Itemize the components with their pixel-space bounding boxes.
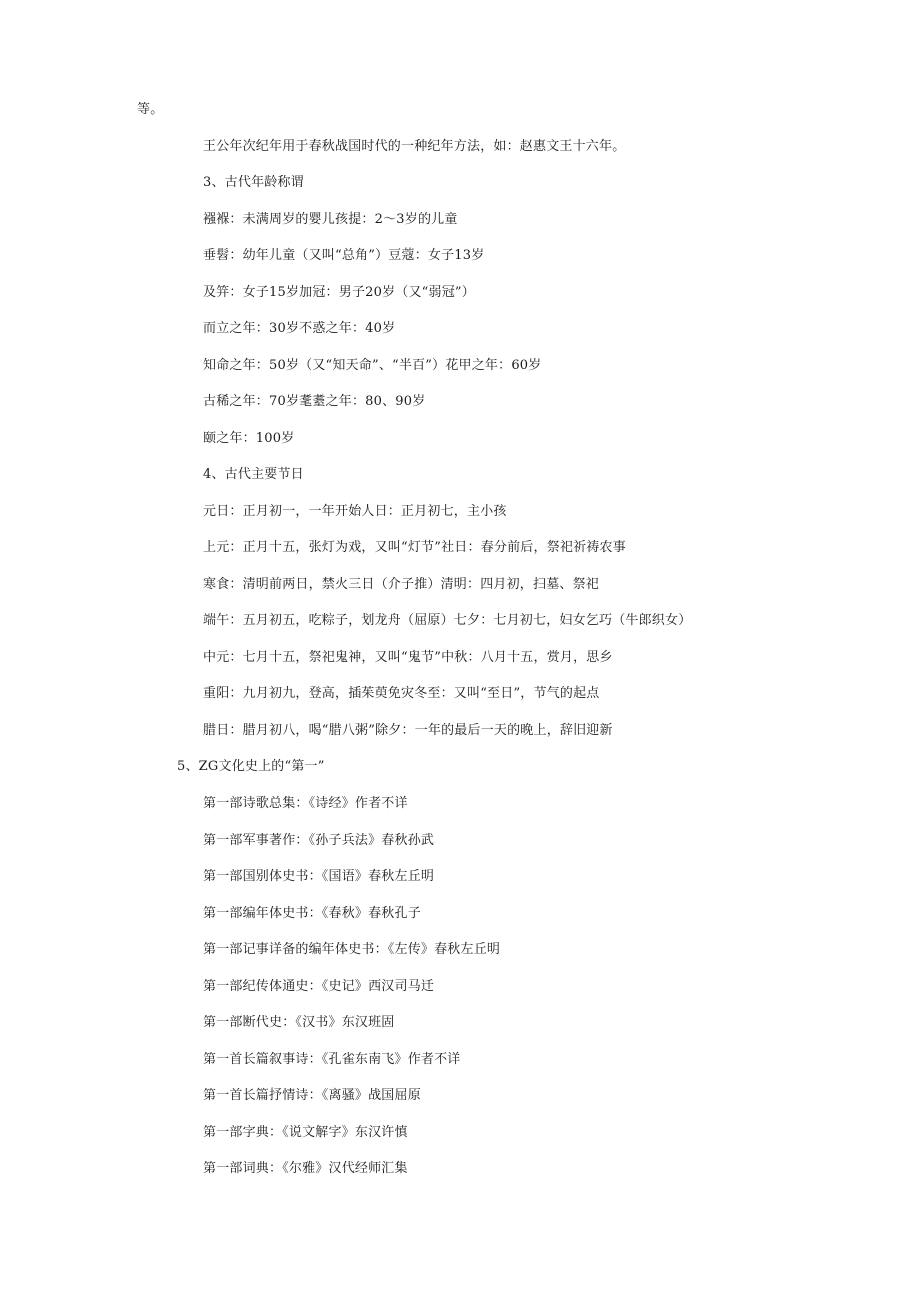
section-heading: 3、古代年龄称谓 bbox=[203, 175, 304, 190]
list-item: 颐之年：100岁 bbox=[203, 431, 295, 446]
list-item: 上元：正月十五，张灯为戏，又叫“灯节”社日：春分前后，祭祀祈祷农事 bbox=[203, 540, 626, 555]
list-item: 寒食：清明前两日，禁火三日（介子推）清明：四月初，扫墓、祭祀 bbox=[203, 577, 600, 592]
list-item: 第一部词典：《尔雅》汉代经师汇集 bbox=[203, 1161, 408, 1176]
list-item: 襁褓：未满周岁的婴儿孩提：2〜3岁的儿童 bbox=[203, 212, 458, 227]
list-item: 腊日：腊月初八，喝“腊八粥”除夕：一年的最后一天的晚上，辞旧迎新 bbox=[203, 723, 613, 738]
list-item: 及笄：女子15岁加冠：男子20岁（又“弱冠”） bbox=[203, 285, 475, 300]
list-item: 第一部断代史：《汉书》东汉班固 bbox=[203, 1015, 395, 1030]
list-item: 第一部诗歌总集：《诗经》作者不详 bbox=[203, 796, 408, 811]
list-item: 第一部字典：《说文解字》东汉许慎 bbox=[203, 1125, 408, 1140]
list-item: 知命之年：50岁（又“知天命”、“半百”）花甲之年：60岁 bbox=[203, 358, 542, 373]
section-heading: 5、ZG文化史上的“第一” bbox=[177, 759, 325, 774]
list-item: 垂髫：幼年儿童（又叫“总角”）豆蔻：女子13岁 bbox=[203, 248, 485, 263]
list-item: 第一部国别体史书：《国语》春秋左丘明 bbox=[203, 869, 435, 884]
list-item: 元日：正月初一，一年开始人日：正月初七，主小孩 bbox=[203, 504, 507, 519]
list-item: 古稀之年：70岁耄耋之年：80、90岁 bbox=[203, 394, 426, 409]
paragraph-text: 王公年次纪年用于春秋战国时代的一种纪年方法，如：赵惠文王十六年。 bbox=[203, 139, 626, 154]
list-item: 第一部编年体史书：《春秋》春秋孔子 bbox=[203, 906, 421, 921]
list-item: 第一首长篇叙事诗：《孔雀东南飞》作者不详 bbox=[203, 1052, 461, 1067]
list-item: 第一首长篇抒情诗：《离骚》战国屈原 bbox=[203, 1088, 421, 1103]
list-item: 中元：七月十五，祭祀鬼神，又叫“鬼节”中秋：八月十五，赏月，思乡 bbox=[203, 650, 613, 665]
list-item: 第一部纪传体通史：《史记》西汉司马迁 bbox=[203, 979, 435, 994]
list-item: 第一部军事著作：《孙子兵法》春秋孙武 bbox=[203, 833, 435, 848]
list-item: 重阳：九月初九，登高，插茱萸免灾冬至：又叫“至日”，节气的起点 bbox=[203, 686, 600, 701]
list-item: 而立之年：30岁不惑之年：40岁 bbox=[203, 321, 396, 336]
list-item: 第一部记事详备的编年体史书：《左传》春秋左丘明 bbox=[203, 942, 501, 957]
list-item: 端午：五月初五，吃粽子，划龙舟（屈原）七夕：七月初七，妇女乞巧（牛郎织女） bbox=[203, 613, 692, 628]
section-heading: 4、古代主要节日 bbox=[203, 467, 304, 482]
paragraph-continuation: 等。 bbox=[137, 102, 164, 117]
